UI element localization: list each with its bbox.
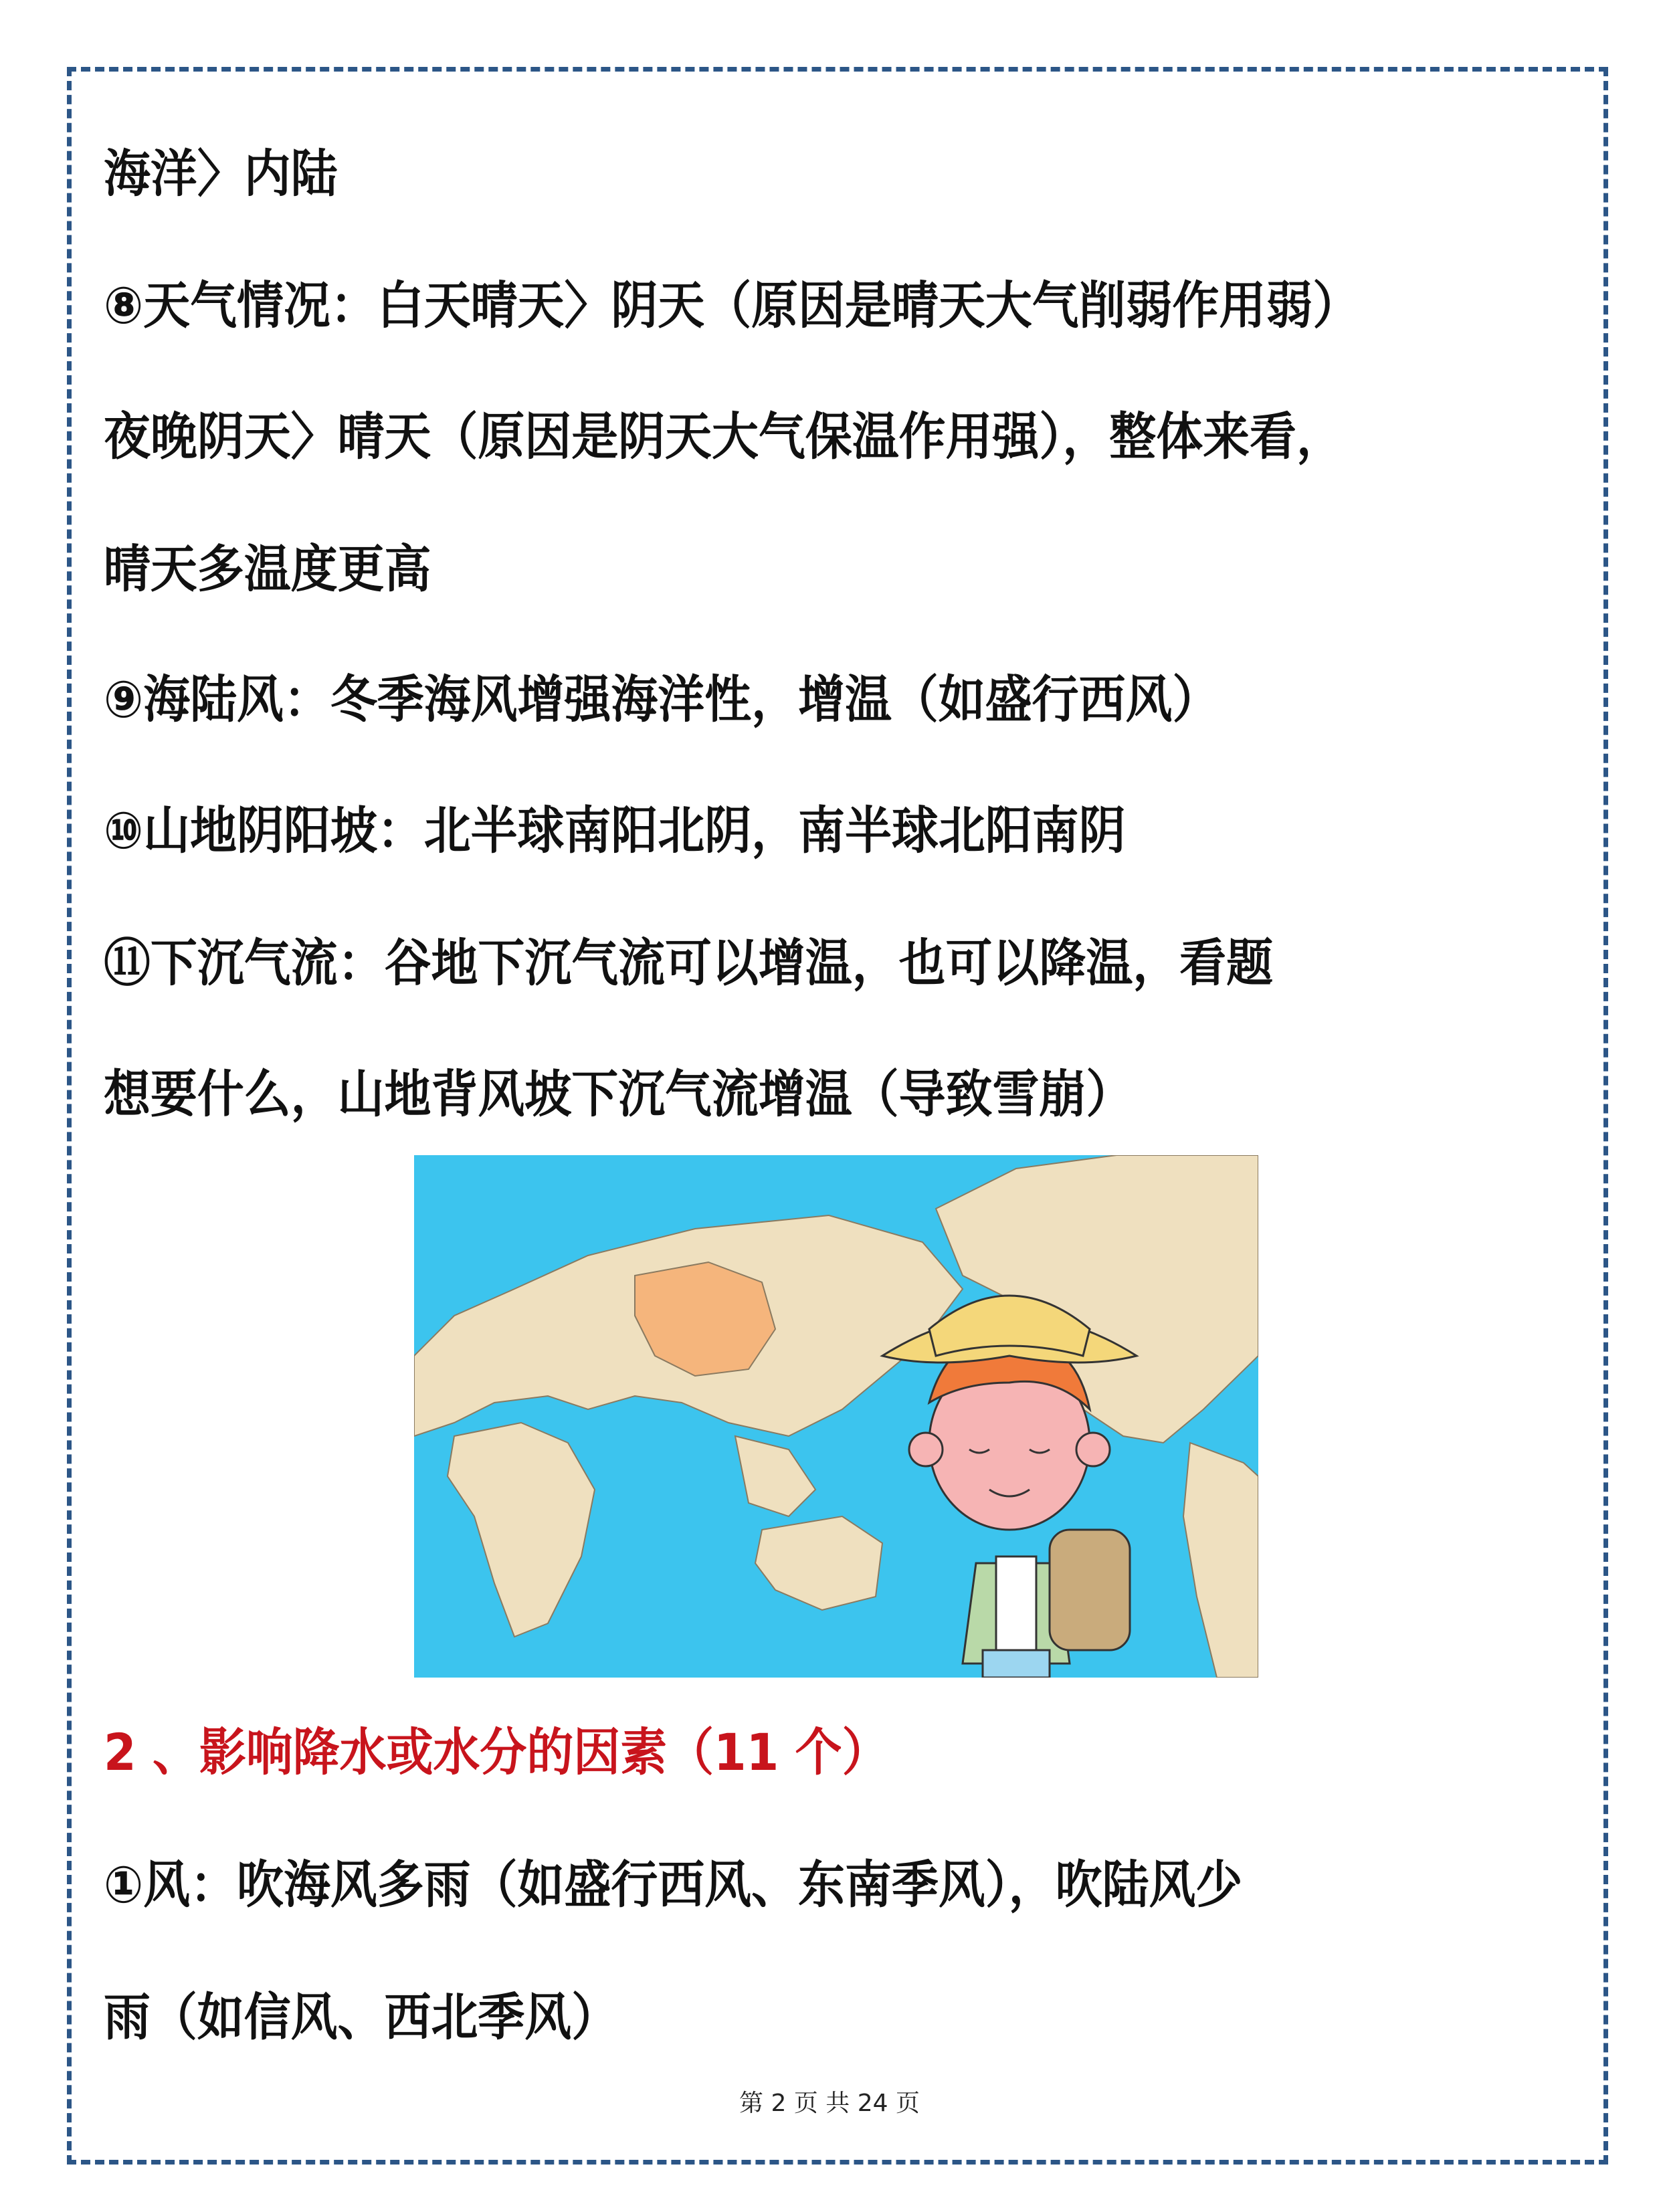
text-line: 夜晚阴天〉晴天（原因是阴天大气保温作用强），整体来看， — [104, 407, 1343, 466]
text-line: ①风：吹海风多雨（如盛行西风、东南季风），吹陆风少 — [104, 1855, 1243, 1914]
text-line: ⑧天气情况：白天晴天〉阴天（原因是晴天大气削弱作用弱） — [104, 276, 1360, 335]
boy-cartoon — [882, 1296, 1137, 1678]
text-line: 雨（如信风、西北季风） — [104, 1987, 619, 2047]
text-line: ⑪下沉气流：谷地下沉气流可以增温，也可以降温，看题 — [104, 933, 1273, 993]
world-map-illustration — [414, 1155, 1258, 1678]
text-line: 海洋〉内陆 — [104, 144, 338, 203]
section-heading: 2 、影响降水或水分的因素（11 个） — [104, 1722, 889, 1782]
text-line: ⑩山地阴阳坡：北半球南阳北阴，南半球北阳南阴 — [104, 801, 1126, 860]
page-number-footer: 第 2 页 共 24 页 — [739, 2090, 920, 2117]
text-line: 晴天多温度更高 — [104, 539, 431, 599]
text-line: 想要什么，山地背风坡下沉气流增温（导致雪崩） — [104, 1064, 1133, 1124]
text-line: ⑨海陆风：冬季海风增强海洋性，增温（如盛行西风） — [104, 670, 1219, 729]
